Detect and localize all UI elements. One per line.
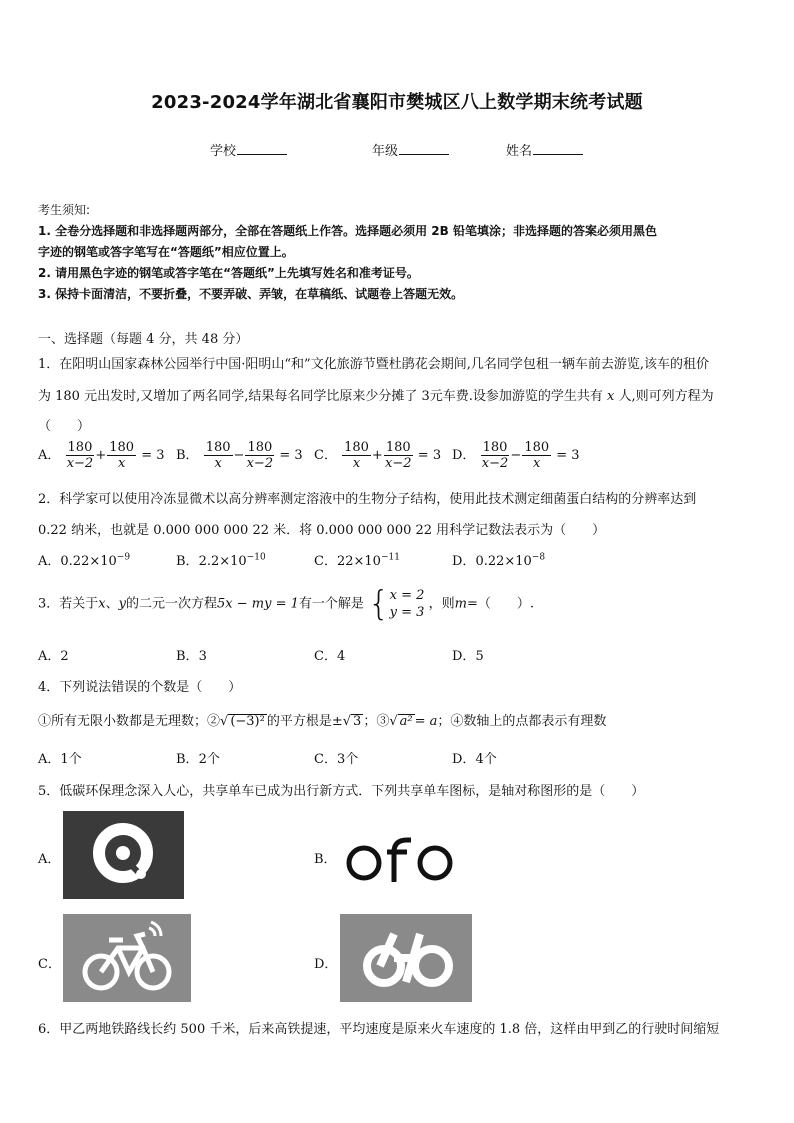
q2-line1: 2．科学家可以使用冷冻显微术以高分辨率测定溶液中的生物分子结构，使用此技术测定细菌蛋白结构的分辨率达到 <box>38 492 697 507</box>
fraction: $\frac{180}{x}$ <box>205 440 231 471</box>
school-field[interactable] <box>210 140 287 159</box>
q2-option-d[interactable]: D．$0.22\times 10^{-8}$ <box>452 552 546 569</box>
school-blank[interactable] <box>237 142 287 155</box>
note-line: 2. 请用黑色字迹的钢笔或答字笔在“答题纸”上先填写姓名和准考证号。 <box>38 266 419 280</box>
fraction: $\frac{180}{x}$ <box>109 440 135 471</box>
q3-option-d[interactable]: D．5 <box>452 649 484 664</box>
fraction: $\frac{180}{x-2}$ <box>66 440 94 471</box>
q1-option-d[interactable]: D． $\frac{180}{x-2}$ − $\frac{180}{x}$ = 3 <box>452 440 580 471</box>
fraction: $\frac{180}{x-2}$ <box>246 440 274 471</box>
q3-stem: 3．若关于x、y的二元一次方程5x − my = 1有一个解是 { x = 2 y = 3 ，则m=（ ）. <box>38 584 534 624</box>
bicycle-icon <box>63 914 191 1002</box>
q1-line2 <box>38 385 714 404</box>
fraction: $\frac{180}{x-2}$ <box>384 440 412 471</box>
grade-blank[interactable] <box>399 142 449 155</box>
q4-statements: ①所有无限小数都是无理数；②√ (−3)² 的平方根是±√ 3 ；③√ a² = a；④数轴上的点都表示有理数 <box>38 714 607 729</box>
grade-label: 年级 <box>372 144 399 159</box>
ofo-logo-icon <box>345 830 457 888</box>
bike-logo-a-image[interactable] <box>63 811 184 899</box>
q3-option-c[interactable]: C．4 <box>314 649 346 664</box>
option-label: C． <box>314 448 337 463</box>
q4-line1: 4．下列说法错误的个数是（ ） <box>38 680 242 695</box>
note-line: 字迹的钢笔或答字笔写在“答题纸”相应位置上。 <box>38 245 294 259</box>
q4-option-c[interactable]: C．3个 <box>314 752 359 767</box>
q1-line2b: 人,则可列方程为 <box>618 389 714 404</box>
option-label: D． <box>452 448 476 463</box>
q5-line1: 5．低碳环保理念深入人心，共享单车已成为出行新方式．下列共享单车图标，是轴对称图形的是（ ） <box>38 784 645 799</box>
q1-var: x <box>607 389 615 404</box>
sqrt-symbol: √ <box>220 714 229 729</box>
q1-option-c[interactable]: C． $\frac{180}{x}$ + $\frac{180}{x-2}$ = 3 <box>314 440 442 471</box>
q4-option-b[interactable]: B．2个 <box>176 752 220 767</box>
hellobike-logo-icon <box>340 914 472 1002</box>
school-label: 学校 <box>210 144 237 159</box>
q1-option-a[interactable]: A． $\frac{180}{x-2}$ + $\frac{180}{x}$ = 3 <box>38 440 165 471</box>
q2-option-a[interactable]: A．$0.22\times 10^{-9}$ <box>38 552 131 569</box>
q6-line1: 6．甲乙两地铁路线长约 500 千米，后来高铁提速，平均速度是原来火车速度的 1.8 倍，这样由甲到乙的行驶时间缩短 <box>38 1022 720 1037</box>
page-title: 2023-2024学年湖北省襄阳市樊城区八上数学期末统考试题 <box>151 92 643 113</box>
q1-paren: （ ） <box>38 419 91 434</box>
q-logo-icon <box>63 811 184 899</box>
note-line: 3. 保持卡面清洁，不要折叠，不要弄破、弄皱，在草稿纸、试题卷上答题无效。 <box>38 287 464 301</box>
q5-label-c: C． <box>38 957 61 972</box>
bike-logo-d-image[interactable] <box>340 914 472 1002</box>
q4-option-d[interactable]: D．4个 <box>452 752 497 767</box>
grade-field[interactable] <box>372 140 449 159</box>
option-label: A． <box>38 448 61 463</box>
name-label: 姓名 <box>506 144 533 159</box>
fraction: $\frac{180}{x}$ <box>344 440 369 471</box>
q2-option-c[interactable]: C．$22\times 10^{-11}$ <box>314 552 400 569</box>
solution-system: { x = 2 y = 3 <box>368 584 425 624</box>
fraction: $\frac{180}{x-2}$ <box>481 440 509 471</box>
q3-option-b[interactable]: B．3 <box>176 649 207 664</box>
option-label: B． <box>176 448 199 463</box>
q5-label-b: B． <box>314 852 337 867</box>
q4-option-a[interactable]: A．1个 <box>38 752 82 767</box>
name-field[interactable] <box>506 140 583 159</box>
fraction: $\frac{180}{x}$ <box>524 440 550 471</box>
exam-notes <box>38 200 758 305</box>
note-line: 1. 全卷分选择题和非选择题两部分，全部在答题纸上作答。选择题必须用 2B 铅笔填涂；非选择题的答案必须用黑色 <box>38 224 657 238</box>
q2-line2: 0.22 纳米，也就是 0.000 000 000 22 米．将 0.000 000 000 22 用科学记数法表示为（ ） <box>38 523 606 538</box>
q5-label-d: D． <box>314 957 338 972</box>
bike-logo-c-image[interactable] <box>63 914 191 1002</box>
q1-option-b[interactable]: B． $\frac{180}{x}$ − $\frac{180}{x-2}$ = 3 <box>176 440 303 471</box>
q5-label-a: A． <box>38 852 61 867</box>
section-heading: 一、选择题（每题 4 分，共 48 分） <box>38 332 249 347</box>
bike-logo-b-image[interactable] <box>345 830 457 888</box>
q3-option-a[interactable]: A．2 <box>38 649 69 664</box>
q1-line1: 1．在阳明山国家森林公园举行中国·阳明山“和”文化旅游节暨杜鹃花会期间,几名同学包租一辆车前去游览,该车的租价 <box>38 357 709 372</box>
name-blank[interactable] <box>533 142 583 155</box>
q1-line2a: 为 180 元出发时,又增加了两名同学,结果每名同学比原来少分摊了 3元车费.设参加游览的学生共有 <box>38 389 603 404</box>
notes-heading: 考生须知: <box>38 203 91 217</box>
q2-option-b[interactable]: B．$2.2\times 10^{-10}$ <box>176 552 266 569</box>
